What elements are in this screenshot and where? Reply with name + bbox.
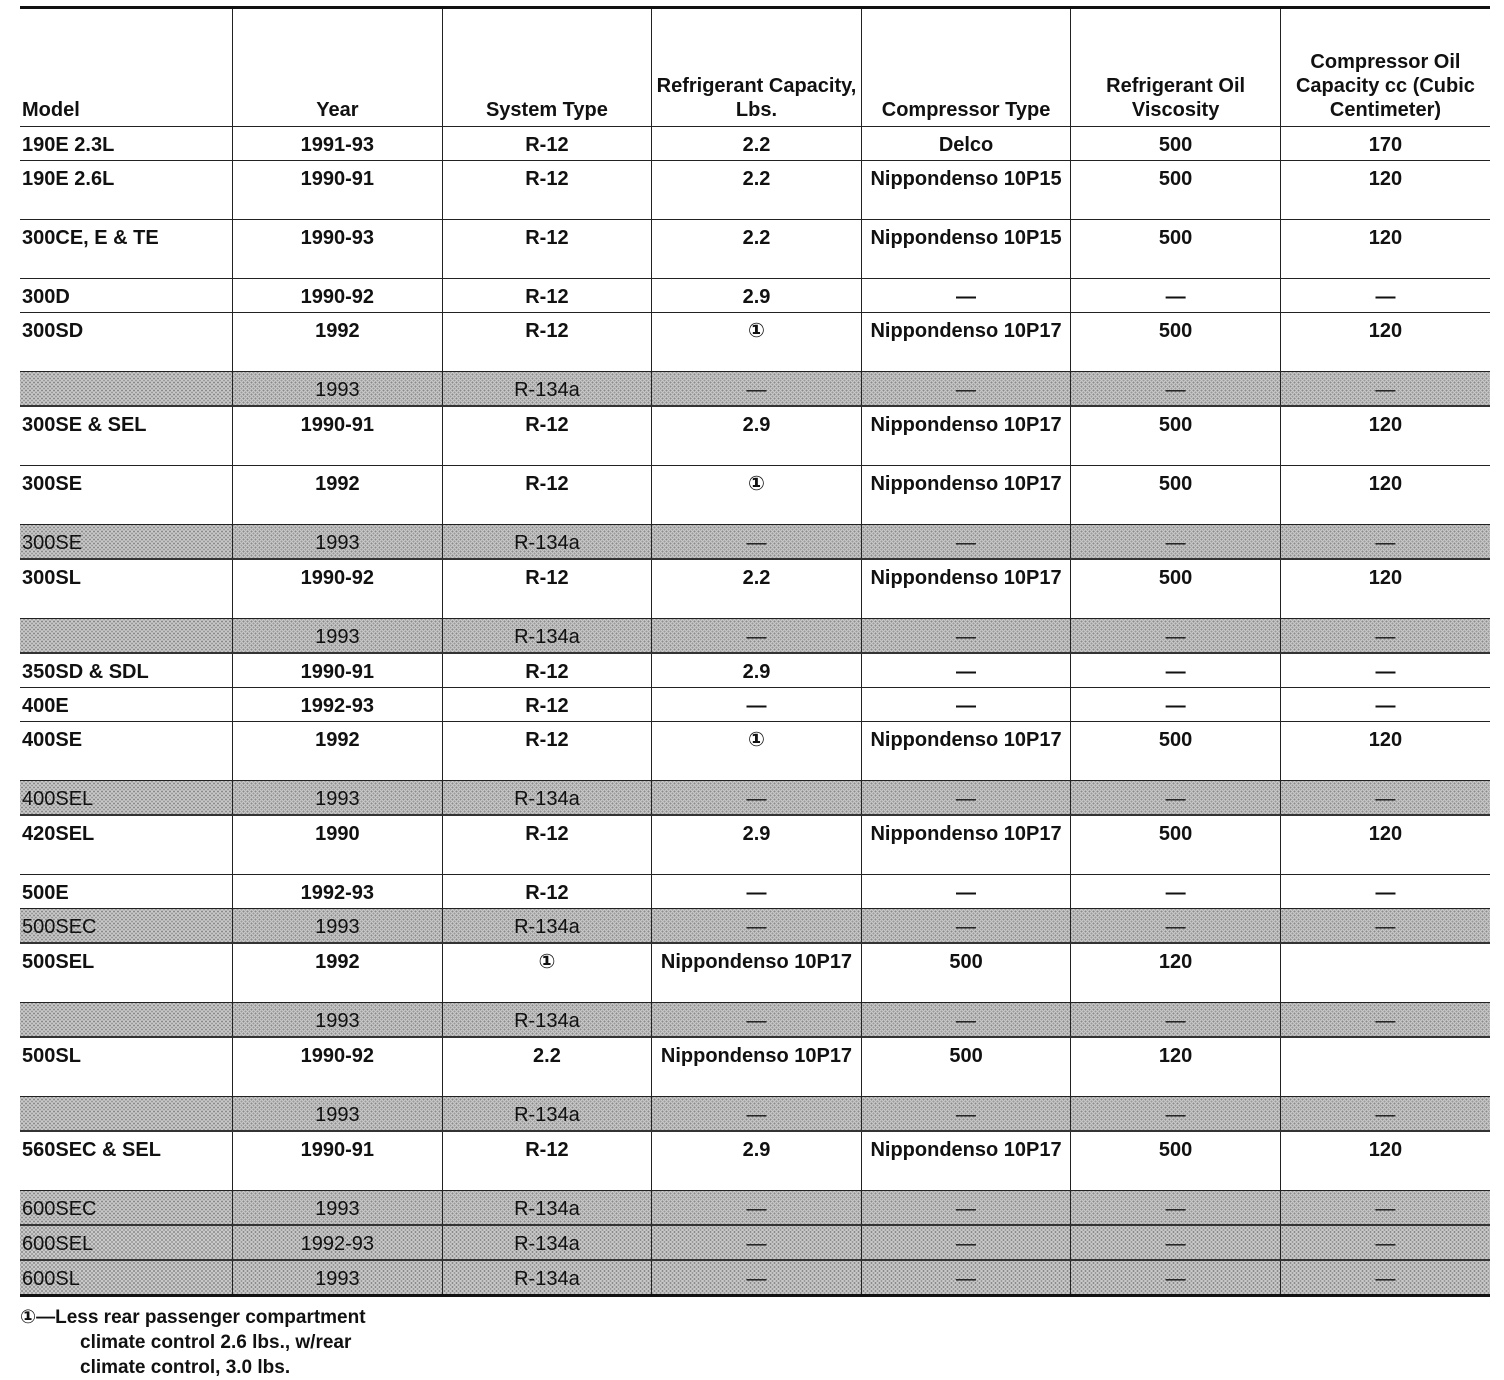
header-model: Model — [20, 8, 233, 127]
cell-model: 560SEC & SEL — [20, 1131, 233, 1191]
cell-refrigerant-capacity: — — [652, 1260, 862, 1296]
cell-oil-viscosity: — — [1071, 525, 1281, 560]
cell-refrigerant-capacity: ① — [652, 722, 862, 781]
table-row — [20, 688, 1490, 722]
cell-year: 1992 — [233, 313, 443, 372]
cell-compressor-type: — — [861, 1191, 1071, 1226]
cell-system-type: R-12 — [442, 688, 652, 722]
cell-year: 1993 — [233, 909, 443, 944]
cell-compressor-type: Nippondenso 10P15 — [861, 161, 1071, 220]
cell-year: 1992-93 — [233, 875, 443, 909]
cell-oil-capacity: 120 — [1280, 815, 1490, 875]
cell-oil-capacity — [1280, 1037, 1490, 1097]
cell-year: 1992 — [233, 466, 443, 525]
cell-model: 300SD — [20, 313, 233, 372]
cell-refrigerant-capacity: Nippondenso 10P17 — [652, 943, 862, 1003]
cell-system-type: R-12 — [442, 722, 652, 781]
cell-oil-viscosity: 500 — [1071, 127, 1281, 161]
cell-system-type: 2.2 — [442, 1037, 652, 1097]
table-row — [20, 1191, 1490, 1226]
table-row — [20, 815, 1490, 875]
cell-oil-viscosity: 500 — [1071, 466, 1281, 525]
cell-model: 300SE & SEL — [20, 406, 233, 466]
spec-page — [20, 6, 1490, 1380]
cell-model — [20, 1097, 233, 1132]
cell-system-type: R-12 — [442, 161, 652, 220]
cell-oil-viscosity: — — [1071, 1003, 1281, 1038]
cell-oil-viscosity: — — [1071, 372, 1281, 407]
cell-oil-viscosity: — — [1071, 1097, 1281, 1132]
table-row — [20, 127, 1490, 161]
cell-refrigerant-capacity: 2.9 — [652, 815, 862, 875]
cell-compressor-type: Nippondenso 10P17 — [861, 722, 1071, 781]
header-compressor-oil-capacity: Compressor Oil Capacity cc (Cubic Centimeter) — [1280, 8, 1490, 127]
cell-model: 600SEC — [20, 1191, 233, 1226]
cell-compressor-type: Delco — [861, 127, 1071, 161]
cell-year: 1993 — [233, 1260, 443, 1296]
cell-year: 1993 — [233, 1191, 443, 1226]
cell-compressor-type: — — [861, 1003, 1071, 1038]
footnote-line-1 — [20, 1305, 1490, 1330]
cell-refrigerant-capacity: — — [652, 781, 862, 816]
cell-model: 600SL — [20, 1260, 233, 1296]
cell-model: 500E — [20, 875, 233, 909]
cell-system-type: R-134a — [442, 1260, 652, 1296]
cell-system-type: R-12 — [442, 653, 652, 688]
refrigerant-spec-table — [20, 6, 1490, 1297]
cell-compressor-type: Nippondenso 10P17 — [861, 313, 1071, 372]
table-row — [20, 1260, 1490, 1296]
cell-oil-capacity: — — [1280, 525, 1490, 560]
cell-year: 1990-91 — [233, 653, 443, 688]
cell-system-type: R-12 — [442, 815, 652, 875]
cell-model — [20, 372, 233, 407]
table-row — [20, 220, 1490, 279]
cell-refrigerant-capacity: 2.9 — [652, 1131, 862, 1191]
cell-model: 500SEL — [20, 943, 233, 1003]
cell-model: 300SL — [20, 559, 233, 619]
footnote-line-2: climate control 2.6 lbs., w/rear — [80, 1332, 352, 1353]
cell-oil-capacity: 120 — [1280, 406, 1490, 466]
table-row — [20, 943, 1490, 1003]
cell-year: 1991-93 — [233, 127, 443, 161]
cell-oil-capacity: — — [1280, 653, 1490, 688]
cell-oil-capacity: — — [1280, 781, 1490, 816]
cell-model: 420SEL — [20, 815, 233, 875]
footnote-mark: ① — [20, 1307, 37, 1328]
cell-system-type: R-12 — [442, 875, 652, 909]
cell-compressor-type: — — [861, 875, 1071, 909]
cell-model: 500SEC — [20, 909, 233, 944]
cell-oil-capacity: — — [1280, 875, 1490, 909]
cell-model: 190E 2.6L — [20, 161, 233, 220]
table-row — [20, 909, 1490, 944]
cell-oil-viscosity: — — [1071, 688, 1281, 722]
cell-oil-capacity: — — [1280, 688, 1490, 722]
footnote-text-1: —Less rear passenger compartment — [36, 1307, 366, 1328]
table-row — [20, 161, 1490, 220]
cell-model: 400SE — [20, 722, 233, 781]
footnote — [20, 1305, 1490, 1380]
cell-oil-capacity: 120 — [1280, 466, 1490, 525]
cell-compressor-type: — — [861, 372, 1071, 407]
cell-oil-viscosity: 120 — [1071, 1037, 1281, 1097]
cell-model: 300SE — [20, 525, 233, 560]
header-system-type: System Type — [442, 8, 652, 127]
cell-compressor-type: — — [861, 1225, 1071, 1260]
cell-oil-capacity: — — [1280, 1097, 1490, 1132]
cell-system-type: R-12 — [442, 220, 652, 279]
cell-compressor-type: — — [861, 525, 1071, 560]
cell-year: 1992 — [233, 722, 443, 781]
header-refrigerant-capacity: Refrigerant Capacity, Lbs. — [652, 8, 862, 127]
cell-refrigerant-capacity: 2.2 — [652, 559, 862, 619]
cell-year: 1990-92 — [233, 279, 443, 313]
cell-system-type: R-12 — [442, 127, 652, 161]
cell-compressor-type: Nippondenso 10P17 — [861, 559, 1071, 619]
cell-refrigerant-capacity: — — [652, 1225, 862, 1260]
cell-oil-viscosity: 500 — [1071, 313, 1281, 372]
cell-refrigerant-capacity: — — [652, 875, 862, 909]
cell-model: 190E 2.3L — [20, 127, 233, 161]
cell-refrigerant-capacity: — — [652, 1097, 862, 1132]
cell-system-type: R-12 — [442, 313, 652, 372]
cell-compressor-type: — — [861, 781, 1071, 816]
cell-system-type: ① — [442, 943, 652, 1003]
cell-system-type: R-134a — [442, 619, 652, 654]
cell-model — [20, 1003, 233, 1038]
cell-system-type: R-134a — [442, 1097, 652, 1132]
cell-oil-viscosity: 500 — [1071, 1131, 1281, 1191]
table-row — [20, 781, 1490, 816]
cell-refrigerant-capacity: 2.9 — [652, 279, 862, 313]
cell-oil-capacity: 120 — [1280, 313, 1490, 372]
cell-year: 1990-93 — [233, 220, 443, 279]
cell-system-type: R-134a — [442, 1225, 652, 1260]
cell-oil-viscosity: — — [1071, 1225, 1281, 1260]
cell-model: 300D — [20, 279, 233, 313]
cell-model: 400E — [20, 688, 233, 722]
cell-year: 1990-92 — [233, 559, 443, 619]
cell-compressor-type: Nippondenso 10P17 — [861, 466, 1071, 525]
cell-oil-capacity: — — [1280, 1191, 1490, 1226]
cell-oil-viscosity: — — [1071, 279, 1281, 313]
cell-oil-capacity: 120 — [1280, 559, 1490, 619]
cell-compressor-type: — — [861, 688, 1071, 722]
cell-system-type: R-12 — [442, 466, 652, 525]
cell-compressor-type: — — [861, 279, 1071, 313]
cell-year: 1992 — [233, 943, 443, 1003]
cell-model: 400SEL — [20, 781, 233, 816]
cell-compressor-type: 500 — [861, 1037, 1071, 1097]
cell-oil-capacity: — — [1280, 372, 1490, 407]
cell-year: 1990 — [233, 815, 443, 875]
cell-system-type: R-12 — [442, 279, 652, 313]
cell-oil-capacity — [1280, 943, 1490, 1003]
cell-oil-viscosity: — — [1071, 781, 1281, 816]
cell-compressor-type: Nippondenso 10P15 — [861, 220, 1071, 279]
cell-year: 1993 — [233, 619, 443, 654]
cell-system-type: R-134a — [442, 1003, 652, 1038]
cell-compressor-type: 500 — [861, 943, 1071, 1003]
cell-oil-viscosity: 500 — [1071, 722, 1281, 781]
table-row — [20, 406, 1490, 466]
cell-year: 1990-91 — [233, 161, 443, 220]
cell-system-type: R-134a — [442, 372, 652, 407]
header-row — [20, 8, 1490, 127]
cell-refrigerant-capacity: — — [652, 525, 862, 560]
cell-oil-viscosity: — — [1071, 653, 1281, 688]
table-row — [20, 559, 1490, 619]
cell-model: 600SEL — [20, 1225, 233, 1260]
cell-compressor-type: Nippondenso 10P17 — [861, 1131, 1071, 1191]
table-row — [20, 1131, 1490, 1191]
table-row — [20, 653, 1490, 688]
cell-year: 1993 — [233, 372, 443, 407]
cell-system-type: R-12 — [442, 406, 652, 466]
cell-oil-capacity: 120 — [1280, 161, 1490, 220]
cell-model: 350SD & SDL — [20, 653, 233, 688]
table-row — [20, 619, 1490, 654]
cell-oil-viscosity: 500 — [1071, 406, 1281, 466]
cell-system-type: R-134a — [442, 1191, 652, 1226]
cell-oil-viscosity: 500 — [1071, 161, 1281, 220]
cell-compressor-type: — — [861, 653, 1071, 688]
cell-oil-viscosity: 120 — [1071, 943, 1281, 1003]
table-body — [20, 127, 1490, 1296]
cell-compressor-type: — — [861, 1260, 1071, 1296]
cell-model: 300SE — [20, 466, 233, 525]
cell-refrigerant-capacity: — — [652, 909, 862, 944]
cell-oil-capacity: 120 — [1280, 220, 1490, 279]
cell-system-type: R-134a — [442, 909, 652, 944]
cell-model — [20, 619, 233, 654]
cell-oil-viscosity: 500 — [1071, 220, 1281, 279]
cell-year: 1990-92 — [233, 1037, 443, 1097]
cell-oil-viscosity: 500 — [1071, 815, 1281, 875]
cell-year: 1992-93 — [233, 688, 443, 722]
header-compressor-type: Compressor Type — [861, 8, 1071, 127]
cell-refrigerant-capacity: — — [652, 1003, 862, 1038]
cell-oil-viscosity: — — [1071, 1191, 1281, 1226]
cell-system-type: R-12 — [442, 559, 652, 619]
table-row — [20, 875, 1490, 909]
header-year: Year — [233, 8, 443, 127]
cell-oil-viscosity: — — [1071, 1260, 1281, 1296]
table-row — [20, 1097, 1490, 1132]
cell-compressor-type: Nippondenso 10P17 — [861, 406, 1071, 466]
cell-oil-capacity: — — [1280, 909, 1490, 944]
footnote-line-3: climate control, 3.0 lbs. — [80, 1357, 291, 1378]
cell-system-type: R-12 — [442, 1131, 652, 1191]
cell-year: 1993 — [233, 525, 443, 560]
cell-system-type: R-134a — [442, 781, 652, 816]
table-row — [20, 525, 1490, 560]
cell-refrigerant-capacity: — — [652, 688, 862, 722]
table-row — [20, 1225, 1490, 1260]
cell-oil-viscosity: 500 — [1071, 559, 1281, 619]
cell-compressor-type: — — [861, 1097, 1071, 1132]
cell-oil-capacity: — — [1280, 1225, 1490, 1260]
cell-year: 1990-91 — [233, 1131, 443, 1191]
cell-year: 1990-91 — [233, 406, 443, 466]
cell-refrigerant-capacity: — — [652, 372, 862, 407]
cell-year: 1993 — [233, 1097, 443, 1132]
cell-refrigerant-capacity: — — [652, 619, 862, 654]
table-row — [20, 1003, 1490, 1038]
cell-oil-capacity: 120 — [1280, 1131, 1490, 1191]
cell-refrigerant-capacity: — — [652, 1191, 862, 1226]
cell-oil-viscosity: — — [1071, 909, 1281, 944]
cell-compressor-type: — — [861, 619, 1071, 654]
cell-year: 1993 — [233, 781, 443, 816]
header-refrigerant-oil-viscosity: Refrigerant Oil Viscosity — [1071, 8, 1281, 127]
cell-oil-capacity: — — [1280, 619, 1490, 654]
cell-compressor-type: — — [861, 909, 1071, 944]
cell-oil-capacity: — — [1280, 279, 1490, 313]
table-row — [20, 313, 1490, 372]
cell-refrigerant-capacity: 2.9 — [652, 653, 862, 688]
cell-year: 1993 — [233, 1003, 443, 1038]
cell-oil-viscosity: — — [1071, 875, 1281, 909]
table-row — [20, 466, 1490, 525]
cell-oil-viscosity: — — [1071, 619, 1281, 654]
cell-oil-capacity: — — [1280, 1260, 1490, 1296]
cell-refrigerant-capacity: ① — [652, 313, 862, 372]
cell-system-type: R-134a — [442, 525, 652, 560]
table-row — [20, 722, 1490, 781]
cell-refrigerant-capacity: 2.9 — [652, 406, 862, 466]
cell-compressor-type: Nippondenso 10P17 — [861, 815, 1071, 875]
cell-refrigerant-capacity: 2.2 — [652, 220, 862, 279]
cell-model: 500SL — [20, 1037, 233, 1097]
table-row — [20, 279, 1490, 313]
cell-oil-capacity: 120 — [1280, 722, 1490, 781]
table-row — [20, 372, 1490, 407]
cell-refrigerant-capacity: ① — [652, 466, 862, 525]
cell-year: 1992-93 — [233, 1225, 443, 1260]
cell-refrigerant-capacity: Nippondenso 10P17 — [652, 1037, 862, 1097]
cell-refrigerant-capacity: 2.2 — [652, 161, 862, 220]
cell-oil-capacity: 170 — [1280, 127, 1490, 161]
cell-refrigerant-capacity: 2.2 — [652, 127, 862, 161]
table-row — [20, 1037, 1490, 1097]
cell-oil-capacity: — — [1280, 1003, 1490, 1038]
cell-model: 300CE, E & TE — [20, 220, 233, 279]
